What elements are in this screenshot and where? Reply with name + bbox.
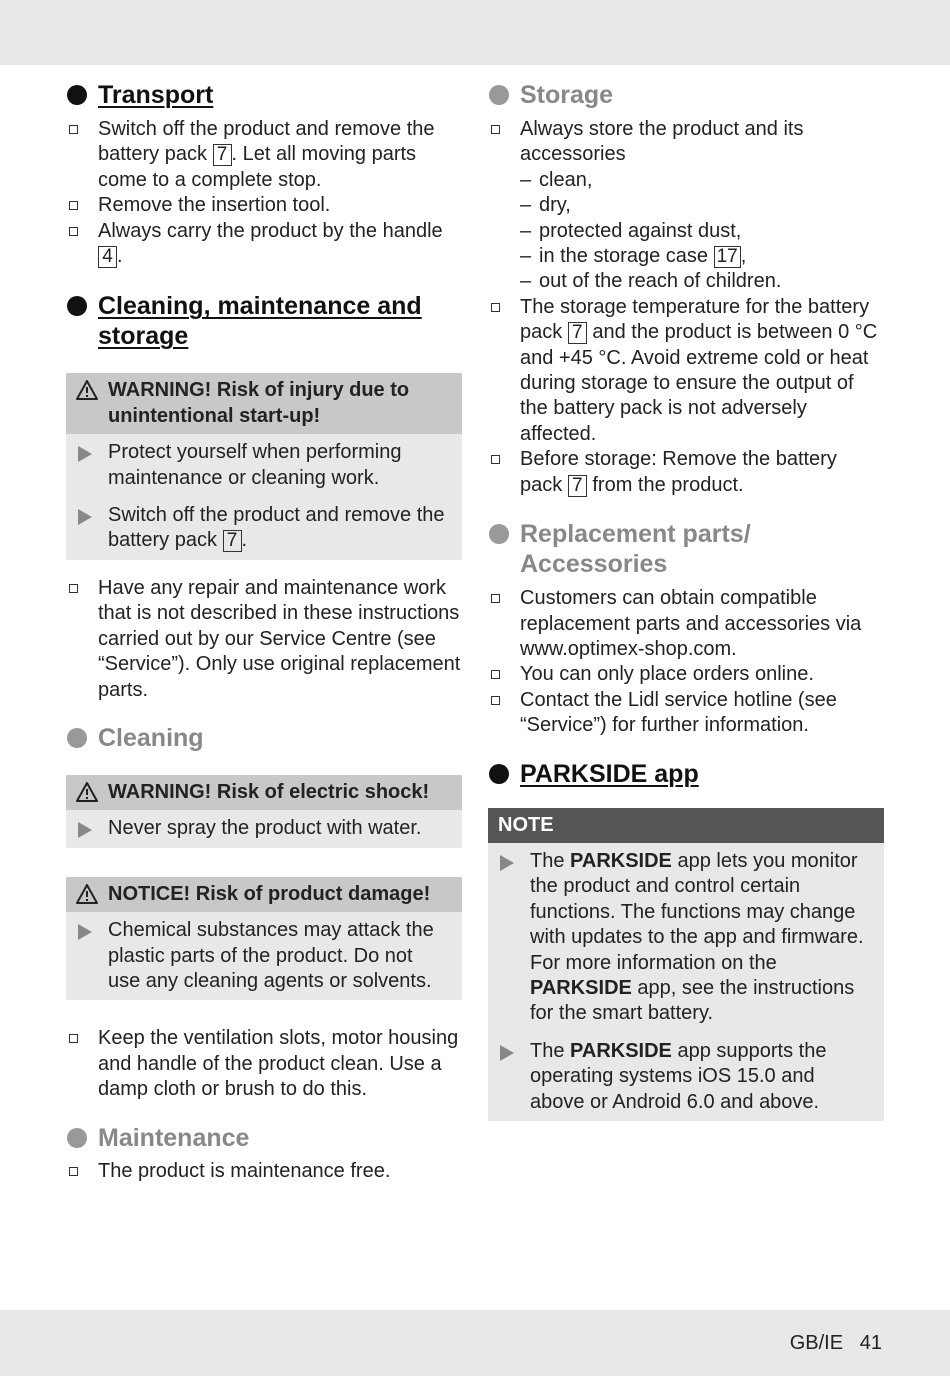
bullet-dot (489, 524, 509, 544)
notice-item: Chemical substances may attack the plastic parts of the product. Do not use any cleaning agents or solvents. (66, 912, 462, 1000)
transport-list (66, 117, 462, 269)
list-item: The product is maintenance free. (66, 1159, 462, 1184)
shock-warning-box (66, 775, 462, 848)
note-item: The PARKSIDE app lets you monitor the product and control certain functions. The functions may change with updates to the app and firmware. For more information on the PARKSIDE app, see the instructions for the smart battery. (488, 843, 884, 1033)
arrow-icon (78, 509, 92, 525)
cleaning-heading: Cleaning (66, 723, 462, 753)
warning-item: Switch off the product and remove the battery pack 7 . (66, 497, 462, 560)
region-label: GB/IE (789, 1332, 844, 1354)
bullet-dot (67, 728, 87, 748)
cleaning-list (66, 1026, 462, 1102)
right-column (488, 80, 884, 1121)
note-header: NOTE (488, 808, 884, 843)
parts-heading: Replacement parts/ Accessories (488, 519, 884, 579)
arrow-icon (78, 446, 92, 462)
notice-header: NOTICE! Risk of product damage! (66, 877, 462, 912)
bullet-dot (67, 85, 87, 105)
injury-warning-box (66, 373, 462, 559)
page-footer (790, 1332, 882, 1355)
warning-header: WARNING! Risk of injury due to unintentional start-up! (66, 373, 462, 434)
bullet-dot (67, 296, 87, 316)
warning-header: WARNING! Risk of electric shock! (66, 775, 462, 810)
dash-item: – dry, (520, 194, 571, 217)
list-item: Contact the Lidl service hotline (see “Service”) for further information. (488, 688, 884, 739)
page-number: 41 (859, 1332, 882, 1354)
warning-item: Protect yourself when performing maintenance or cleaning work. (66, 434, 462, 497)
parts-list (488, 586, 884, 738)
list-item: Always store the product and its accessories – clean, – dry, – protected against dust, – in the storage case 17 , – out of the reach of children. (488, 117, 884, 295)
list-item: Switch off the product and remove the battery pack 7 . Let all moving parts come to a complete stop. (66, 117, 462, 193)
bullet-dot (489, 764, 509, 784)
storage-list (488, 117, 884, 498)
storage-heading: Storage (488, 80, 884, 110)
warning-item: Never spray the product with water. (66, 810, 462, 847)
dash-item: – clean, (520, 168, 593, 191)
arrow-icon (78, 822, 92, 838)
list-item: Always carry the product by the handle 4 . (66, 219, 462, 270)
list-item: Have any repair and maintenance work that is not described in these instructions carried out by our Service Centre (see “Service”). Only use original replacement parts. (66, 576, 462, 703)
warning-icon (76, 884, 98, 904)
bullet-dot (67, 1128, 87, 1148)
transport-heading: Transport (66, 80, 462, 110)
warning-icon (76, 380, 98, 400)
app-heading: PARKSIDE app (488, 759, 884, 789)
list-item: Customers can obtain compatible replacement parts and accessories via www.optimex-shop.com. (488, 586, 884, 662)
warning-icon (76, 782, 98, 802)
cms-list (66, 576, 462, 703)
maintenance-heading: Maintenance (66, 1123, 462, 1153)
cms-heading: Cleaning, maintenance and storage (66, 291, 462, 351)
app-note-box (488, 808, 884, 1121)
list-item: You can only place orders online. (488, 662, 884, 687)
list-item: Keep the ventilation slots, motor housing and handle of the product clean. Use a damp cloth or brush to do this. (66, 1026, 462, 1102)
list-item: Remove the insertion tool. (66, 193, 462, 218)
arrow-icon (78, 924, 92, 940)
dash-item: – out of the reach of children. (520, 270, 782, 293)
storage-conditions (520, 168, 884, 295)
top-bar (0, 0, 950, 65)
arrow-icon (500, 1045, 514, 1061)
damage-notice-box (66, 877, 462, 1001)
maintenance-list (66, 1159, 462, 1184)
left-column (66, 80, 462, 1184)
dash-item: – in the storage case 17 , (520, 245, 747, 268)
list-item: Before storage: Remove the battery pack 7 from the product. (488, 447, 884, 498)
list-item: The storage temperature for the battery pack 7 and the product is between 0 °C and +45 °C. Avoid extreme cold or heat during storage to ensure the output of the battery pack is not adversely affected. (488, 295, 884, 447)
dash-item: – protected against dust, (520, 219, 742, 242)
bullet-dot (489, 85, 509, 105)
note-item: The PARKSIDE app supports the operating systems iOS 15.0 and above or Android 6.0 and above. (488, 1033, 884, 1121)
arrow-icon (500, 855, 514, 871)
